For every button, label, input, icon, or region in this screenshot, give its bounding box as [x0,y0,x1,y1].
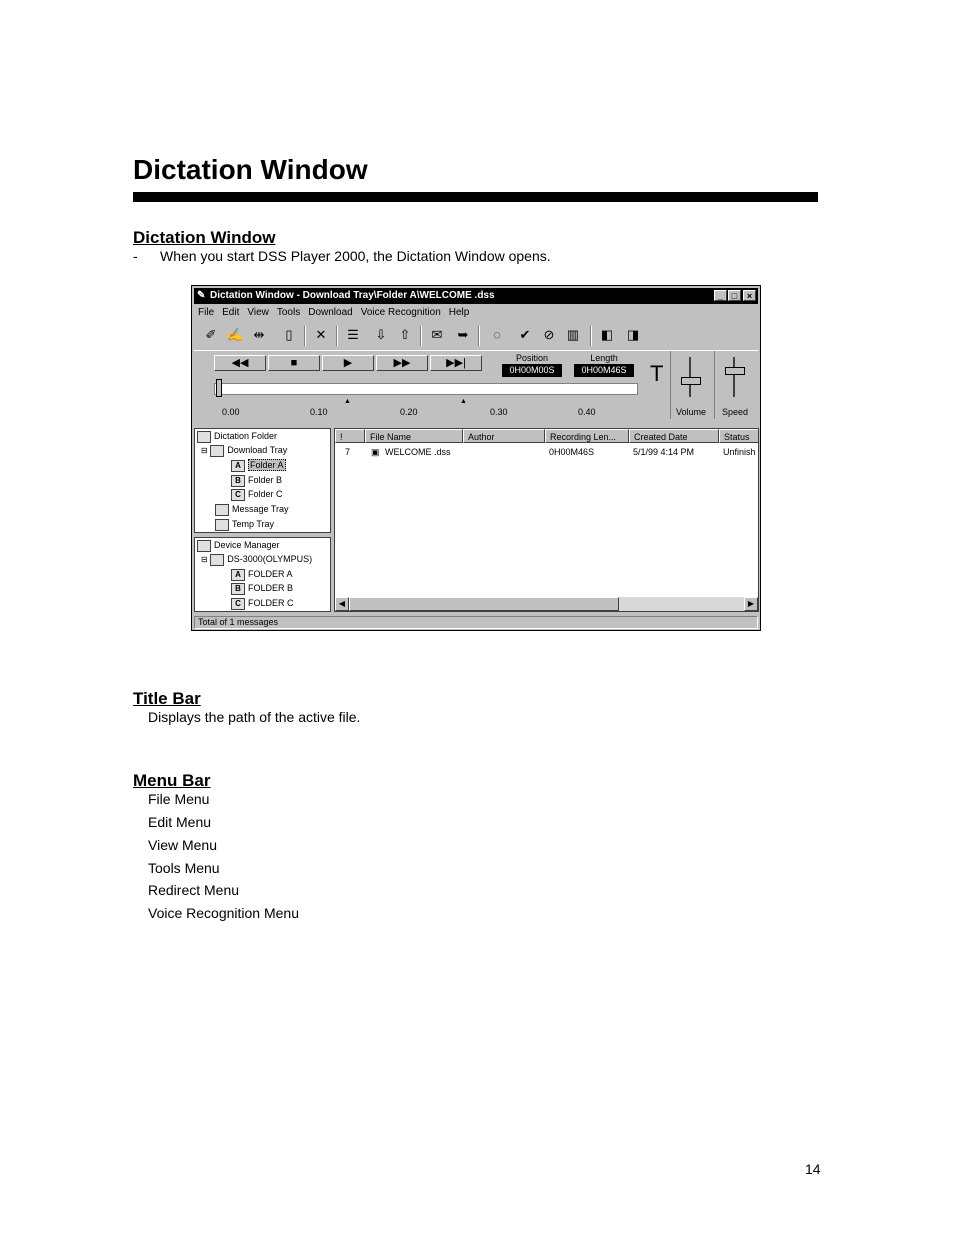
cell-priority: 7 [345,447,351,457]
title-rule [133,192,818,202]
folder-c-icon: C [231,489,245,501]
download-icon[interactable]: ⇩ [375,327,387,342]
recorder-icon[interactable]: ▯ [285,327,293,342]
tick-label: 0.30 [490,407,508,417]
playback-panel [194,350,758,425]
position-label: Position [515,353,549,363]
cell-created-date: 5/1/99 4:14 PM [633,447,695,457]
properties-icon[interactable]: ☰ [347,327,359,342]
message-tray-icon [215,504,229,516]
index-mark-icon: ▲ [460,398,467,405]
minimize-icon[interactable]: _ [714,290,727,301]
position-slider[interactable] [214,383,638,395]
microphone-level-icon: T [650,361,664,386]
page-number: 14 [805,1161,821,1177]
menu-file[interactable]: File [198,307,215,318]
menu-help[interactable]: Help [448,307,470,318]
folder-b-icon: B [231,475,245,487]
insert-icon[interactable]: ⇹ [253,327,265,342]
book-icon[interactable]: ▥ [566,327,580,342]
tree-item-device-manager[interactable]: Device Manager [197,538,280,552]
column-header-priority[interactable]: ! [335,429,365,443]
status-bar: Total of 1 messages [194,616,758,629]
voice-recognition-icon[interactable]: ◧ [600,327,614,342]
menu-list-item: File Menu [148,791,210,807]
tree-item-download-tray[interactable]: ⊟ Download Tray [201,445,288,455]
tick-label: 0.40 [578,407,596,417]
tick-label: 0.10 [310,407,328,417]
speed-label: Speed [721,407,749,417]
speed-thumb[interactable] [725,367,745,375]
window-title: Dictation Window - Download Tray\Folder A\WELCOME .dss [210,290,495,301]
tree-item-device[interactable]: ⊟ DS-3000(OLYMPUS) [201,554,313,564]
dictation-window-screenshot [191,285,761,631]
tree-item-temp-tray[interactable]: Temp Tray [215,517,274,531]
folder-c-icon: C [231,598,245,610]
intro-bullet: - [133,248,138,264]
dictate-icon[interactable]: ✍ [226,327,244,342]
upload-icon[interactable]: ⇧ [399,327,411,342]
tree-item-device-folder-a[interactable]: A FOLDER A [231,567,293,581]
menu-edit[interactable]: Edit [222,307,240,318]
index-mark-icon: ▲ [344,398,351,405]
finish-icon[interactable]: ⊘ [543,327,555,342]
dictation-folder-tree [194,428,331,533]
column-header-author[interactable]: Author [463,429,545,443]
close-icon[interactable]: × [743,290,756,301]
slider-thumb[interactable] [216,379,222,397]
pen-icon: ✎ [197,290,206,301]
record-icon[interactable]: ✐ [205,327,217,342]
tree-item-message-tray[interactable]: Message Tray [215,502,289,516]
menu-list-item: Voice Recognition Menu [148,905,299,921]
recorder-device-icon [210,554,224,566]
column-header-created-date[interactable]: Created Date [629,429,719,443]
section-heading-title-bar: Title Bar [133,689,201,708]
check-icon[interactable]: ✔ [519,327,531,342]
tree-item-folder-b[interactable]: B Folder B [231,473,282,487]
send-icon[interactable]: ✉ [431,327,443,342]
folder-a-icon: A [231,569,245,581]
menu-view[interactable]: View [247,307,269,318]
folder-a-icon: A [231,460,245,472]
column-header-recording-length[interactable]: Recording Len... [545,429,629,443]
cell-status: Unfinish [723,447,756,457]
device-manager-icon [197,540,211,552]
menu-download[interactable]: Download [308,307,353,318]
tick-label: 0.20 [400,407,418,417]
fast-forward-button[interactable]: ▶▶ [376,355,428,371]
cell-length: 0H00M46S [549,447,595,457]
tree-item-folder-a[interactable]: A Folder A [231,458,286,472]
scroll-left-icon[interactable]: ◀ [335,597,349,611]
menu-list-item: View Menu [148,837,218,853]
section-heading-dictation-window: Dictation Window [133,228,276,247]
column-header-file-name[interactable]: File Name [365,429,463,443]
section-heading-menu-bar: Menu Bar [133,771,211,790]
temp-tray-icon [215,519,229,531]
position-display: 0H00M00S [502,364,562,377]
menu-tools[interactable]: Tools [276,307,301,318]
title-bar-description: Displays the path of the active file. [148,709,361,725]
rewind-button[interactable]: ◀◀ [214,355,266,371]
page-title: Dictation Window [133,154,368,185]
volume-label: Volume [675,407,707,417]
window-title-bar[interactable] [194,288,758,304]
tree-item-device-folder-b[interactable]: B FOLDER B [231,581,293,595]
menu-bar [194,305,758,320]
folder-icon [197,431,211,443]
stop-button[interactable]: ■ [268,355,320,371]
scrollbar-thumb[interactable] [349,597,619,611]
menu-voice-recognition[interactable]: Voice Recognition [360,307,441,318]
menu-list-item: Edit Menu [148,814,212,830]
tick-label: 0.00 [222,407,240,417]
comment-icon[interactable]: ◌ [493,327,501,342]
file-list [334,428,759,612]
tree-item-dictation-folder[interactable]: Dictation Folder [197,429,277,443]
maximize-icon[interactable]: □ [728,290,741,301]
horizontal-scrollbar[interactable] [335,597,758,611]
volume-control[interactable] [670,351,711,419]
cell-file-name: WELCOME .dss [385,447,451,457]
dss-file-icon: ▣ [371,447,380,457]
length-display: 0H00M46S [574,364,634,377]
column-header-status[interactable]: Status [719,429,759,443]
tray-icon [210,445,224,457]
volume-thumb[interactable] [681,377,701,385]
menu-list-item: Tools Menu [148,860,220,876]
delete-icon[interactable]: ✕ [315,327,327,342]
menu-list-item: Redirect Menu [148,882,240,898]
device-manager-tree [194,537,331,612]
forward-icon[interactable]: ➥ [457,327,469,342]
voice-train-icon[interactable]: ◨ [626,327,640,342]
play-button[interactable]: ▶ [322,355,374,371]
skip-end-button[interactable]: ▶▶| [430,355,482,371]
tree-item-folder-c[interactable]: C Folder C [231,487,283,501]
intro-text: When you start DSS Player 2000, the Dictation Window opens. [160,248,551,264]
scroll-right-icon[interactable]: ▶ [744,597,758,611]
tree-item-device-folder-c[interactable]: C FOLDER C [231,596,294,610]
length-label: Length [590,353,618,363]
speed-control[interactable] [714,351,755,419]
folder-b-icon: B [231,583,245,595]
